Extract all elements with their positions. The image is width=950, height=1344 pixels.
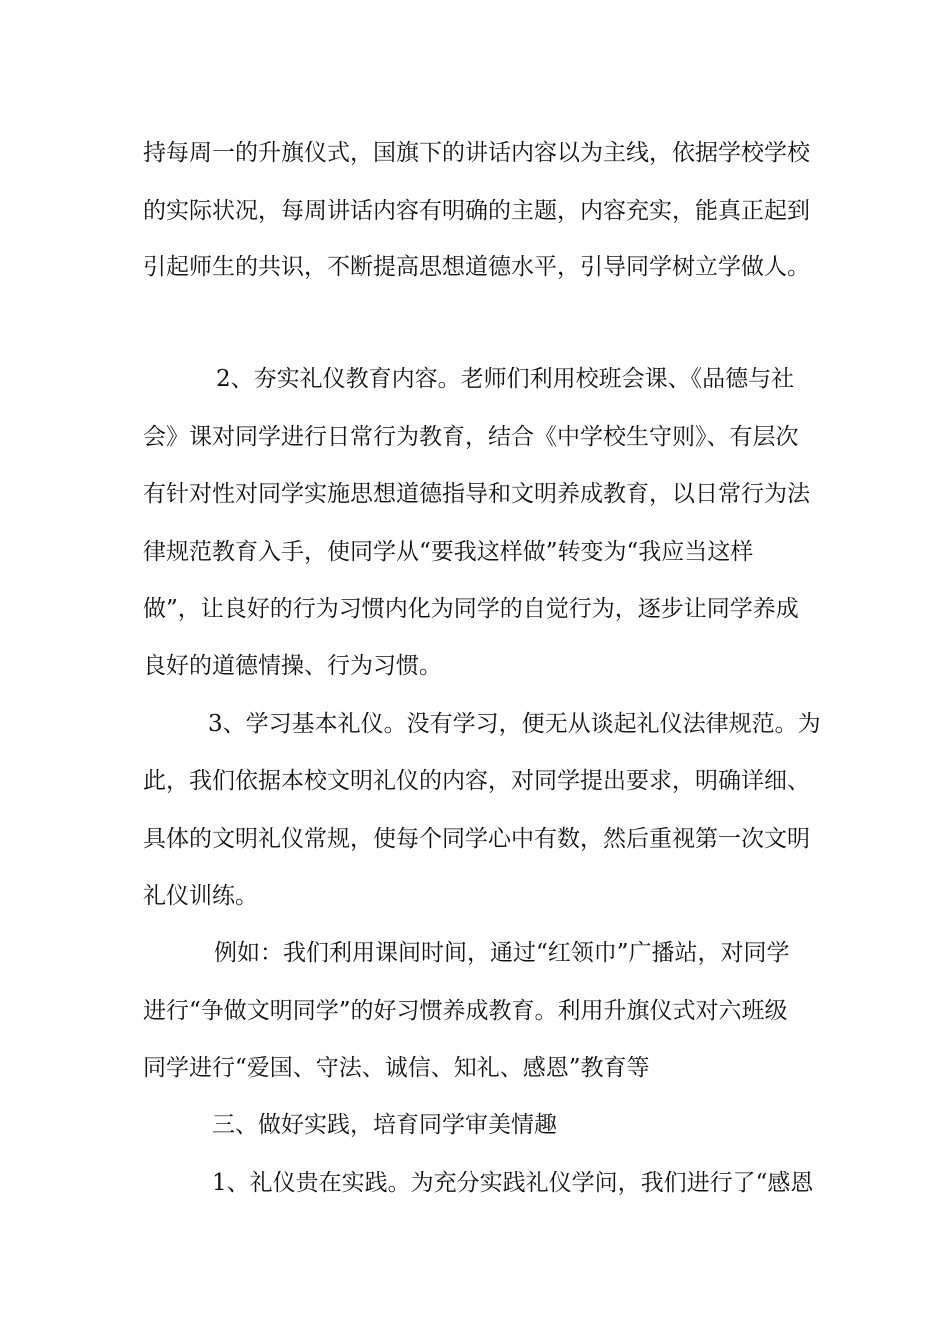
text-line: 律规范教育入手，使同学从“要我这样做”转变为“我应当这样 xyxy=(143,539,754,565)
text-line: 良好的道德情操、行为习惯。 xyxy=(143,653,442,679)
text-line: 具体的文明礼仪常规，使每个同学心中有数，然后重视第一次文明 xyxy=(143,826,810,852)
text-line: 此，我们依据本校文明礼仪的内容，对同学提出要求，明确详细、 xyxy=(143,768,810,794)
text-line: 引起师生的共识，不断提高思想道德水平，引导同学树立学做人。 xyxy=(143,254,810,280)
text-line: 做”，让良好的行为习惯内化为同学的自觉行为，逐步让同学养成 xyxy=(143,596,799,622)
text-line: 会》课对同学进行日常行为教育，结合《中学校生守则》、有层次 xyxy=(143,424,799,450)
text-line: 持每周一的升旗仪式，国旗下的讲话内容以为主线，依据学校学校 xyxy=(143,140,810,166)
text-line: 例如：我们利用课间时间，通过“红领巾”广播站，对同学 xyxy=(214,940,790,966)
text-line: 3、学习基本礼仪。没有学习，便无从谈起礼仪法律规范。为 xyxy=(208,711,821,737)
text-line: 有针对性对同学实施思想道德指导和文明养成教育，以日常行为法 xyxy=(143,481,810,507)
text-line: 同学进行“爱国、守法、诚信、知礼、感恩”教育等 xyxy=(143,1055,650,1081)
text-line: 礼仪训练。 xyxy=(143,883,258,909)
text-line: 的实际状况，每周讲话内容有明确的主题，内容充实，能真正起到 xyxy=(143,198,810,224)
section-heading: 三、做好实践，培育同学审美情趣 xyxy=(212,1112,557,1138)
text-line: 进行“争做文明同学”的好习惯养成教育。利用升旗仪式对六班级 xyxy=(143,998,788,1024)
text-line: 2、夯实礼仪教育内容。老师们利用校班会课、《品德与社 xyxy=(216,366,795,392)
text-line: 1、礼仪贵在实践。为充分实践礼仪学问，我们进行了“感恩 xyxy=(212,1170,814,1196)
